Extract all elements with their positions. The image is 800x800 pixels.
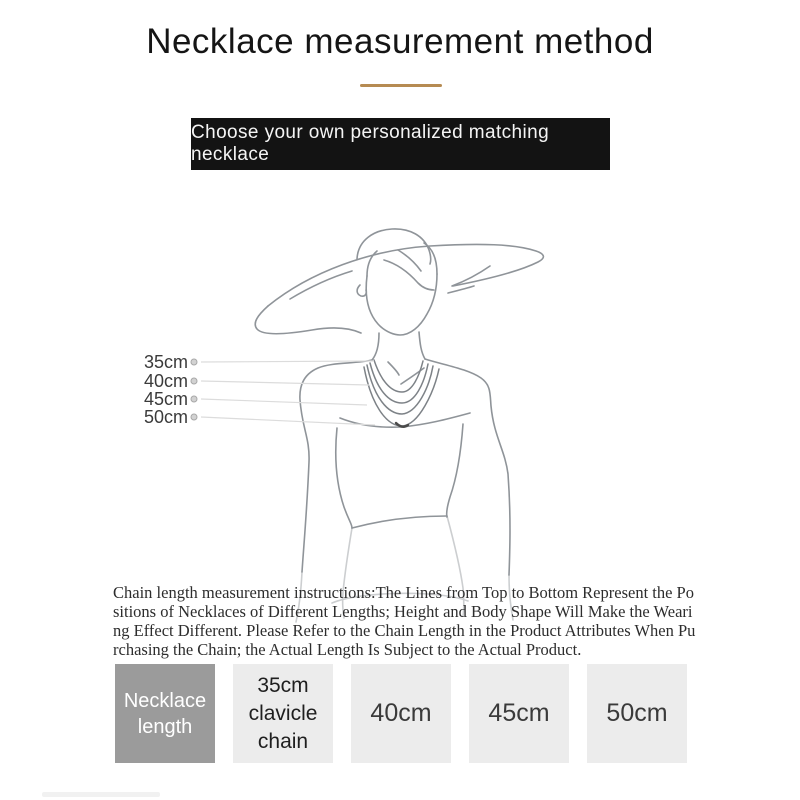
measurement-instructions (113, 583, 697, 659)
bodice-left (336, 428, 352, 528)
face-outline (366, 274, 437, 335)
size-option-label: 35cm clavicle chain (248, 673, 318, 753)
size-option-label: 45cm (488, 699, 550, 727)
length-label-35cm: 35cm (143, 352, 188, 372)
page-title: Necklace measurement method (146, 22, 654, 61)
size-table (115, 664, 705, 763)
dot-marker-icon (191, 359, 197, 365)
hair-fringe (384, 260, 434, 290)
size-option-label: 50cm (606, 699, 668, 727)
length-label-45cm: 45cm (143, 389, 188, 409)
right-arm (425, 359, 510, 575)
instructions-line: ng Effect Different. Please Refer to the Chain Length in the Product Attributes When Pu (113, 621, 696, 640)
neck-left (372, 333, 379, 360)
leader-line-40cm (201, 381, 369, 385)
dot-marker-icon (191, 396, 197, 402)
instructions-line: rchasing the Chain; the Actual Length Is Subject to the Actual Product. (113, 640, 582, 659)
size-option-35cm-clavicle-chain (233, 664, 333, 763)
chin-shadow (388, 362, 399, 375)
leader-dots (191, 359, 197, 420)
chain-35cm (374, 360, 423, 392)
dot-marker-icon (191, 378, 197, 384)
size-option-label: 40cm (370, 699, 432, 727)
size-table-header-label: Necklace length (123, 689, 207, 738)
cropped-content-artifact (42, 792, 160, 797)
waist (352, 516, 447, 528)
ear (357, 285, 366, 296)
length-label-40cm: 40cm (143, 371, 188, 391)
size-table-header (115, 664, 215, 763)
hat-brim-left (255, 306, 361, 334)
chain-50cm (364, 367, 439, 426)
instructions-line: sitions of Necklaces of Different Lengths; Height and Body Shape Will Make the Weari (113, 602, 693, 621)
size-option-45cm (469, 664, 569, 763)
instructions-line: Chain length measurement instructions:The Lines from Top to Bottom Represent the Po (113, 583, 694, 602)
bodice-right (447, 424, 463, 517)
leader-line-35cm (201, 361, 374, 362)
hair-strand-right-2 (448, 286, 474, 293)
dot-marker-icon (191, 414, 197, 420)
size-option-50cm (587, 664, 687, 763)
necklace-chains (364, 360, 439, 427)
leader-lines (201, 361, 375, 425)
length-label-50cm: 50cm (143, 407, 188, 427)
banner-text: Choose your own personalized matching necklace (191, 122, 550, 165)
size-option-40cm (351, 664, 451, 763)
neck-right (419, 332, 425, 359)
hat-brim (268, 244, 543, 306)
leader-line-45cm (201, 399, 367, 405)
